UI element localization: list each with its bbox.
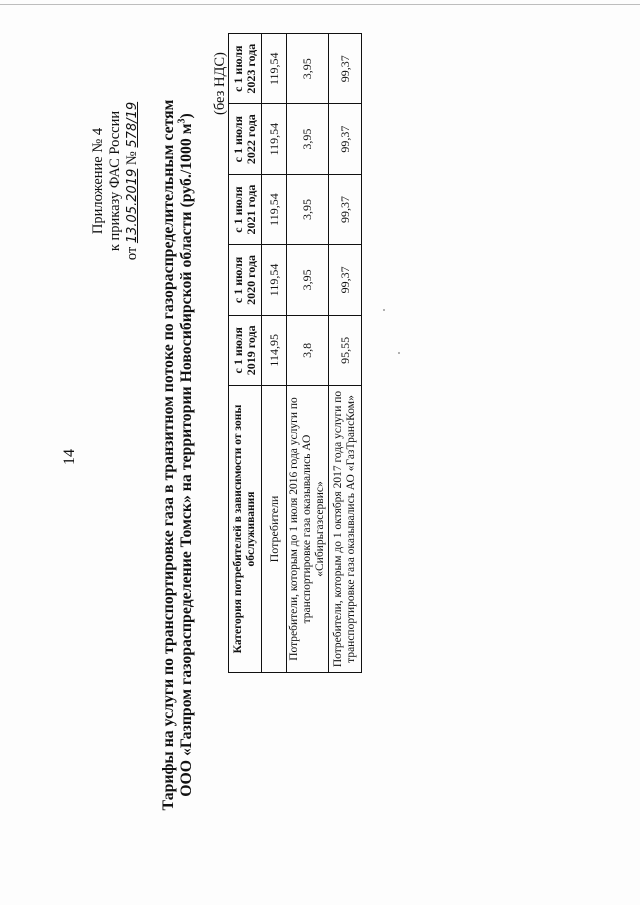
table-header-row [229, 34, 262, 673]
table-row [329, 34, 362, 673]
period-year: 2020 года [244, 254, 258, 305]
title-line2-end: ) [178, 113, 195, 119]
handwritten-number: 578/19 [125, 101, 140, 148]
row-category: Потребители, которым до 1 октября 2017 года услуги по транспортировке газа оказывались АО «ГазТрансКом» [329, 386, 362, 673]
appendix-block [90, 101, 141, 261]
vat-note: (без НДС) [212, 52, 228, 115]
appendix-line2: к приказу ФАС России [107, 110, 123, 252]
title-line2-text: ООО «Газпром газораспределение Томск» на территории Новосибирской области (руб./1000 м [178, 123, 195, 797]
header-period [229, 104, 262, 174]
title-superscript: 3 [176, 118, 188, 124]
tariff-cell: 119,54 [262, 34, 287, 104]
period-line: с 1 июля [231, 256, 245, 304]
handwritten-date: 13.05.2019 [125, 168, 140, 244]
period-year: 2021 года [244, 184, 258, 235]
row-category: Потребители [262, 386, 287, 673]
tariff-cell: 99,37 [329, 245, 362, 315]
date-prefix: от [124, 246, 140, 261]
page-number: 14 [61, 449, 78, 465]
appendix-line1: Приложение № 4 [90, 127, 106, 235]
tariff-cell: 3,95 [287, 245, 329, 315]
period-line: с 1 июля [231, 186, 245, 233]
header-period [229, 315, 262, 385]
title-line2 [178, 25, 196, 885]
period-year: 2023 года [244, 43, 258, 94]
tariff-cell: 95,55 [329, 315, 362, 385]
tariff-cell: 114,95 [262, 315, 287, 385]
row-category: Потребители, которым до 1 июля 2016 года услуги по транспортировке газа оказывались АО «Сибирьгазсервис» [287, 386, 329, 673]
tariff-cell: 99,37 [329, 174, 362, 244]
table-row [262, 34, 287, 673]
appendix-date-line [124, 101, 141, 261]
header-category: Категория потребителей в зависимости от зоны обслуживания [229, 386, 262, 673]
period-year: 2022 года [244, 114, 258, 165]
header-period [229, 34, 262, 104]
tariff-cell: 119,54 [262, 245, 287, 315]
tariff-table [228, 33, 362, 673]
period-line: с 1 июля [231, 327, 245, 374]
tariff-cell: 119,54 [262, 104, 287, 174]
tariff-cell: 3,95 [287, 104, 329, 174]
period-line: с 1 июля [231, 45, 245, 92]
table-row [287, 34, 329, 673]
tariff-cell: 3,95 [287, 174, 329, 244]
period-line: с 1 июля [231, 115, 245, 163]
header-period [229, 245, 262, 315]
tariff-cell: 99,37 [329, 34, 362, 104]
tariff-cell: 99,37 [329, 104, 362, 174]
title-line1: Тарифы на услуги по транспортировке газа в транзитном потоке по газораспределительным сетям [160, 99, 177, 811]
tariff-cell: 3,95 [287, 34, 329, 104]
document-title [160, 25, 196, 885]
number-prefix: № [124, 151, 140, 166]
header-period [229, 174, 262, 244]
tariff-cell: 3,8 [287, 315, 329, 385]
period-year: 2019 года [244, 325, 258, 376]
tariff-cell: 119,54 [262, 174, 287, 244]
